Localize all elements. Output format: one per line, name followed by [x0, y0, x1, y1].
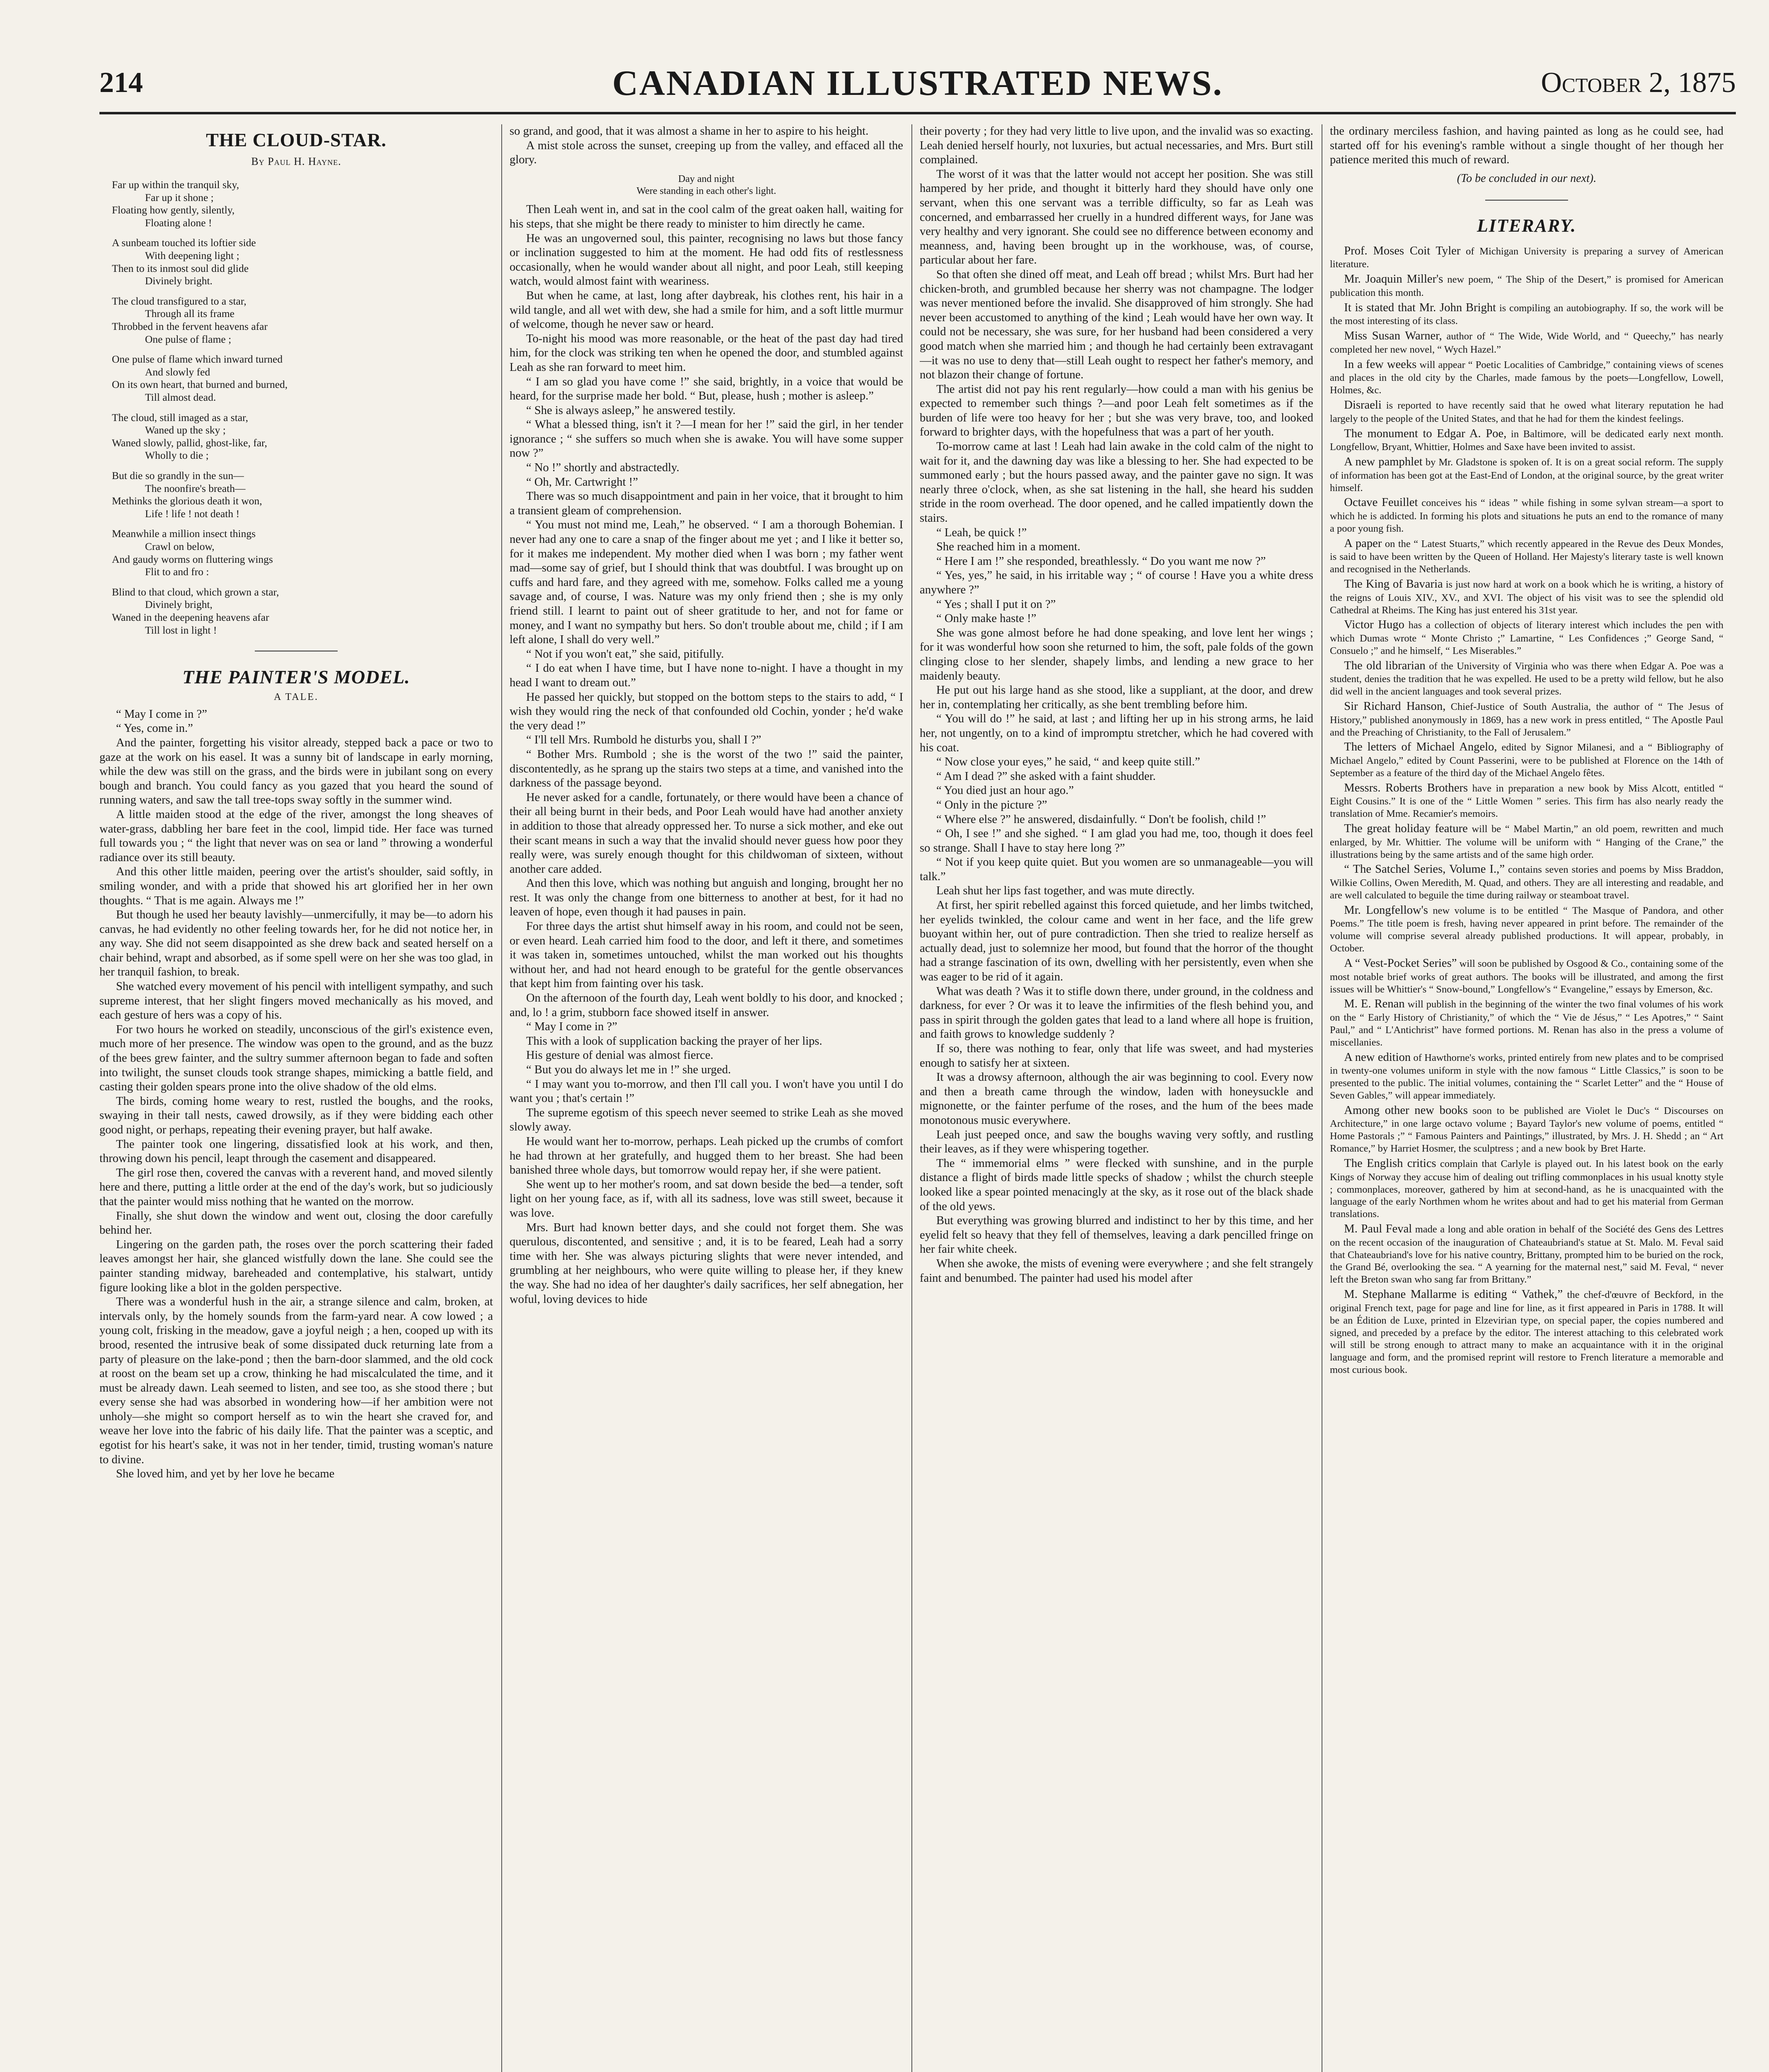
poem-line: With deepening light ;: [145, 249, 239, 262]
poem-line: Waned in the deepening heavens afar: [112, 611, 269, 623]
literary-note-lead: Sir Richard Hanson,: [1344, 700, 1446, 713]
story-paragraph: She watched every movement of his pencil with intelligent sympathy, and such supreme interest, that her slight fingers moved mechanically as his moved, and each gesture of hers was a copy of his.: [99, 980, 493, 1022]
story-paragraph: He would want her to-morrow, perhaps. Leah picked up the crumbs of comfort he had thrown at her gratefully, and hugged them to her breast. She had been banished three whole days, but tomorrow would repay her, if she were patient.: [510, 1135, 903, 1177]
poem-line: One pulse of flame which inward turned: [112, 353, 283, 366]
literary-note: [1330, 781, 1723, 820]
story-paragraph: What was death ? Was it to stifle down there, under ground, in the coldness and darkness, for ever ? Or was it to leave the infirmities of the flesh behind you, and pass in spirit through the golden gates that lead to a land where all hope is fruition, and faith grows to knowledge suddenly ?: [920, 985, 1313, 1041]
story-paragraph: He was an ungoverned soul, this painter, recognising no laws but those fancy or inclination suggested to him at the moment. He had odd fits of restlessness occasionally, when he would wander about all night, and poor Leah, still keeping watch, would almost faint with weariness.: [510, 232, 903, 288]
literary-note-lead: Mr. Joaquin Miller's: [1344, 273, 1443, 286]
page-number: 214: [99, 67, 143, 99]
poem-line: Through all its frame: [145, 307, 234, 320]
literary-note-text: will soon be published by Osgood & Co., containing some of the most notable brief works of great authors. The books will be illustrated, and among the first issues will be Whittier's “ Snow-bound,” Longfellow's “ Evangeline,” essays by Emerson, &c.: [1330, 958, 1723, 995]
poem-stanza: [99, 411, 493, 462]
story-paragraph: And this other little maiden, peering over the artist's shoulder, said softly, in smiling wonder, and with a pride that showed his art glorified her in her own thoughts. “ That is me again. Always me !”: [99, 865, 493, 907]
story-paragraph: “ What a blessed thing, isn't it ?—I mean for her !” said the girl, in her tender ignorance ; “ she suffers so much when she is awake. You will have some supper now ?”: [510, 418, 903, 460]
to-be-concluded: (To be concluded in our next).: [1457, 172, 1597, 185]
story-text: [510, 203, 903, 1307]
literary-note-text: contains seven stories and poems by Miss Braddon, Wilkie Collins, Owen Meredith, M. Quad, and others. They are all interesting and readable, and are well calculated to beguile the time during railway or steamboat travel.: [1330, 864, 1723, 901]
literary-note-text: Chief-Justice of South Australia, the author of “ The Jesus of History,” published anonymously in 1869, has a new work in press entitled, “ The Apostle Paul and the Preaching of Christianity, to the Fall of Jerusalem.”: [1330, 701, 1723, 738]
poem-line: Floating alone !: [145, 216, 212, 229]
story-paragraph: A little maiden stood at the edge of the river, amongst the long sheaves of water-grass, dabbling her bare feet in the cool, limpid tide. Her face was turned full towards you ; “ the light that never was on sea or land ” throwing a wonderful radiance over its still beauty.: [99, 808, 493, 864]
literary-note-text: in Baltimore, will be dedicated early next month. Longfellow, Bryant, Whittier, Holmes and Saxe have been invited to assist.: [1330, 428, 1723, 453]
story-paragraph: “ Here I am !” she responded, breathlessly. “ Do you want me now ?”: [936, 554, 1266, 568]
literary-note-lead: “ The Satchel Series, Volume I.,”: [1344, 863, 1505, 876]
column-divider: [501, 124, 502, 2072]
story-paragraph: The girl rose then, covered the canvas with a reverent hand, and moved silently here and there, putting a little order at the end of the day's work, but so judiciously that the painter would miss nothing that he wanted on the morrow.: [99, 1166, 493, 1208]
literary-note-lead: A paper: [1344, 537, 1382, 550]
poem-line: Life ! life ! not death !: [145, 507, 239, 520]
story-paragraph: “ Yes, yes,” he said, in his irritable way ; “ of course ! Have you a white dress anywhere ?”: [920, 569, 1313, 596]
literary-note-lead: The old librarian: [1344, 659, 1426, 672]
story-paragraph: “ May I come in ?”: [116, 707, 207, 721]
poem-line: Waned slowly, pallid, ghost-like, far,: [112, 436, 267, 449]
poem-line: Floating how gently, silently,: [112, 204, 235, 216]
story-paragraph: “ I do eat when I have time, but I have none to-night. I have a thought in my head I want to dream out.”: [510, 662, 903, 689]
story-paragraph: She loved him, and yet by her love he became: [116, 1467, 335, 1481]
poem-line: Till almost dead.: [145, 391, 216, 404]
column-2: [510, 124, 903, 2072]
literary-heading: LITERARY.: [1477, 215, 1577, 236]
literary-note-lead: Miss Susan Warner,: [1344, 329, 1442, 343]
literary-note: [1330, 577, 1723, 616]
story-paragraph: “ Am I dead ?” she asked with a faint shudder.: [936, 770, 1156, 783]
story-paragraph: She reached him in a moment.: [936, 540, 1080, 554]
literary-note-text: by Mr. Gladstone is spoken of. It is on a great social reform. The supply of information has been got at the East-End of London, at the original source, by the great writer himself.: [1330, 457, 1723, 494]
story-paragraph: “ I am so glad you have come !” she said, brightly, in a voice that would be heard, for the surprise made her bold. “ But, please, hush ; mother is asleep.”: [510, 375, 903, 403]
literary-note: [1330, 1051, 1723, 1102]
poem-stanza: [99, 237, 493, 287]
story-paragraph: There was so much disappointment and pain in her voice, that it brought to him a transient gleam of comprehension.: [510, 490, 903, 517]
story-paragraph: Then Leah went in, and sat in the cool calm of the great oaken hall, waiting for his steps, that she might be there ready to minister to him directly he came.: [510, 203, 903, 230]
literary-note-text: of the University of Virginia who was there when Edgar A. Poe was a student, denies the tradition that he was expelled. He used to be a pretty wild fellow, but he also did well in the ancient languages and took several prizes.: [1330, 660, 1723, 697]
literary-note-lead: It is stated that Mr. John Bright: [1344, 301, 1496, 314]
literary-note-text: is reported to have recently said that he owed what literary reputation he had largely to the people of the United States, and that he had for them the kindest feelings.: [1330, 400, 1723, 424]
literary-note-text: made a long and able oration in behalf of the Société des Gens des Lettres on the recent occasion of the inauguration of Chateaubriand's statue at St. Malo. M. Feval said that Chateaubriand's love for his native country, Brittany, prompted him to be buried on the rock, the Grand Bé, overlooking the sea. “ A yearning for the maternal nest,” said M. Feval, “ never left the Breton swan who sang far from Brittany.”: [1330, 1224, 1723, 1285]
story-subtitle: A TALE.: [274, 691, 319, 702]
story-paragraph: “ I may want you to-morrow, and then I'll call you. I won't have you until I do want you ; that's certain !”: [510, 1077, 903, 1105]
literary-note: [1330, 1222, 1723, 1286]
literary-note-lead: The letters of Michael Angelo,: [1344, 741, 1497, 754]
story-paragraph: A mist stole across the sunset, creeping up from the valley, and effaced all the glory.: [510, 139, 903, 167]
story-paragraph: He never asked for a candle, fortunately, or there would have been a chance of their all being burnt in their beds, and Poor Leah would have had another anxiety in addition to those that already oppressed her. To nurse a sick mother, and eke out their scant means in such a way that the invalid should never guess how poor they really were, was surely enough thought for this childwoman of sixteen, without another care added.: [510, 791, 903, 876]
story-text: [1330, 124, 1723, 167]
poem-line: Flit to and fro :: [145, 566, 209, 578]
poem-line: Divinely bright.: [145, 275, 213, 287]
story-paragraph: If so, there was nothing to fear, only that life was sweet, and had mysteries enough to satisfy her at sixteen.: [920, 1042, 1313, 1070]
story-paragraph: To-night his mood was more reasonable, or the heat of the past day had tired him, for the clock was striking ten when he opened the door, and stumbled against Leah as she ran forward to meet him.: [510, 332, 903, 374]
literary-note-lead: Mr. Longfellow's: [1344, 903, 1428, 917]
literary-note-lead: Victor Hugo: [1344, 618, 1404, 632]
literary-note: [1330, 862, 1723, 901]
story-paragraph: “ Only make haste !”: [936, 612, 1037, 625]
literary-note: [1330, 1288, 1723, 1376]
story-paragraph: their poverty ; for they had very little to live upon, and the invalid was so exacting. Leah denied herself hourly, not luxuries, but actual necessaries, and Mrs. Burt still complained.: [920, 125, 1313, 167]
story-paragraph: “ Not if you keep quite quiet. But you women are so unmanageable—you will talk.”: [920, 856, 1313, 883]
poem-stanza: [99, 295, 493, 346]
literary-note-text: conceives his “ ideas ” while fishing in some sylvan stream—a sport to which he is addicted. In forming his plots and situations he puts an end to the romance of many a poor young fish.: [1330, 497, 1723, 534]
literary-note: [1330, 537, 1723, 576]
masthead: [99, 62, 1736, 114]
poem-line: Methinks the glorious death it won,: [112, 495, 262, 507]
story-paragraph: His gesture of denial was almost fierce.: [526, 1049, 713, 1062]
literary-note-lead: Disraeli: [1344, 399, 1382, 412]
column-3: [920, 124, 1313, 2072]
literary-note-text: edited by Signor Milanesi, and a “ Bibliography of Michael Angelo,” edited by Count Passerini, were to be published at Florence on the 14th of September as a feature of the third day of the Michael Angelo fêtes.: [1330, 742, 1723, 779]
literary-note-lead: The English critics: [1344, 1157, 1436, 1170]
story-paragraph: “ But you do always let me in !” she urged.: [526, 1063, 731, 1076]
poem-line: Throbbed in the fervent heavens afar: [112, 320, 268, 333]
literary-note-lead: A “ Vest-Pocket Series”: [1344, 957, 1457, 970]
story-paragraph: To-morrow came at last ! Leah had lain awake in the cold calm of the night to wait for it, and the dawning day was like a blessing to her. She had expected to be summoned early ; but the hours passed away, and the painter gave no sign. It was nearly three o'clock, when, as she sat listening in the hall, she heard his sudden stride in the room overhead. The door opened, and he called impatiently down the stairs.: [920, 440, 1313, 525]
literary-note-text: of Michigan University is preparing a survey of American literature.: [1330, 245, 1723, 270]
literary-note-lead: Among other new books: [1344, 1104, 1468, 1117]
column-divider: [911, 124, 912, 2072]
story-paragraph: He passed her quickly, but stopped on the bottom steps to the stairs to add, “ I wish they would ring the neck of that confounded old Cochin, yonder ; he'd wake the very dead !”: [510, 690, 903, 732]
poem-line: And slowly fed: [145, 366, 210, 378]
poem-byline: By Paul H. Hayne.: [251, 155, 341, 167]
poem-body: [99, 179, 493, 637]
literary-note: [1330, 398, 1723, 425]
story-paragraph: Leah just peeped once, and saw the boughs waving very softly, and rustling their leaves, as if they were whispering together.: [920, 1128, 1313, 1156]
literary-note-text: on the “ Latest Stuarts,” which recently appeared in the Revue des Deux Mondes, is said to have been written by the Queen of Holland. Her Majesty's literary taste is well known and recognised in the Netherlands.: [1330, 538, 1723, 575]
story-paragraph: “ Only in the picture ?”: [936, 798, 1047, 811]
literary-note-text: have in preparation a new book by Miss Alcott, entitled “ Eight Cousins.” It is one of the “ Little Women ” series. This firm has also nearly ready the translation of Mme. Recamier's memoirs.: [1330, 782, 1723, 820]
story-paragraph: The supreme egotism of this speech never seemed to strike Leah as she moved slowly away.: [510, 1106, 903, 1134]
story-paragraph: “ Where else ?” he answered, disdainfully. “ Don't be foolish, child !”: [936, 813, 1266, 826]
verse-quote: [510, 173, 903, 197]
poem-line: Then to its inmost soul did glide: [112, 262, 249, 274]
poem-line: Far up within the tranquil sky,: [112, 179, 239, 191]
story-paragraph: so grand, and good, that it was almost a shame in her to aspire to his height.: [510, 125, 869, 138]
literary-note: [1330, 496, 1723, 535]
literary-note: [1330, 427, 1723, 453]
story-paragraph: The birds, coming home weary to rest, rustled the boughs, and the rooks, swaying in their tall nests, cawed drowsily, as if they were bidding each other good night, or perhaps, repeating their evening prayer, but half awake.: [99, 1094, 493, 1137]
story-paragraph: For three days the artist shut himself away in his room, and could not be seen, or even heard. Leah carried him food to the door, and left it there, and sometimes it was taken in, sometimes untouched, whilst the man worked out his thoughts without her, and had not heard enough to be grateful for the gentle observances that kept him from fainting over his task.: [510, 920, 903, 990]
story-paragraph: Leah shut her lips fast together, and was mute directly.: [936, 884, 1195, 898]
section-divider: [1485, 200, 1568, 201]
poem-line: Blind to that cloud, which grown a star,: [112, 586, 279, 598]
literary-note: [1330, 455, 1723, 494]
literary-note-lead: M. Stephane Mallarme is editing “ Vathek,”: [1344, 1288, 1563, 1301]
poem-line: The cloud, still imaged as a star,: [112, 411, 248, 424]
literary-note-text: soon to be published are Violet le Duc's “ Discourses on Architecture,” in one large octavo volume ; Bayard Taylor's new volume of poems, entitled “ Home Pastorals ;” “ Famous Painters and Paintings,” illustrated, by Mrs. J. H. Shedd ; an “ Art Romance,” by Harriet Hosmer, the sculptress ; and a new book by Bret Harte.: [1330, 1105, 1723, 1155]
story-paragraph: “ May I come in ?”: [526, 1020, 617, 1034]
literary-note-text: is compiling an autobiography. If so, the work will be the most interesting of its class.: [1330, 302, 1723, 327]
issue-date: October 2, 1875: [1541, 67, 1736, 99]
story-paragraph: Mrs. Burt had known better days, and she could not forget them. She was querulous, discontented, and sensitive ; and, it is to be feared, Leah had a sorry time with her. She was always picturing slights that were never intended, and grumbling at her neighbours, who were quite willing to please her, if they knew the way. She had no idea of her daughter's daily sacrifices, her self abnegation, her woful, loving devices to hide: [510, 1221, 903, 1306]
literary-note-text: has a collection of objects of literary interest which includes the pen with which Dumas wrote “ Monte Christo ;” Lamartine, “ Les Confidences ;” George Sand, “ Consuelo ;” and he himself, “ Les Miserables.”: [1330, 620, 1723, 656]
story-text: [920, 124, 1313, 1285]
story-paragraph: But when he came, at last, long after daybreak, his clothes rent, his hair in a wild tangle, and all wet with dew, she had a smile for him, and a soft little murmur of welcome, though he never saw or heard.: [510, 289, 903, 331]
story-paragraph: The painter took one lingering, dissatisfied look at his work, and then, throwing down his pencil, leapt through the casement and disappeared.: [99, 1138, 493, 1165]
story-paragraph: “ Bother Mrs. Rumbold ; she is the worst of the two !” said the painter, discontentedly, as he sprang up the stairs two steps at a time, and vanished into the darkness of the passage beyond.: [510, 748, 903, 790]
story-paragraph: She went up to her mother's room, and sat down beside the bed—a tender, soft light on her young face, as if, with all its sadness, love was still sweet, because it was love.: [510, 1178, 903, 1220]
story-paragraph: And then this love, which was nothing but anguish and longing, brought her no rest. It was only the change from one bitterness to another at best, for it had no leaven of hope, even though it had pauses in pain.: [510, 877, 903, 919]
literary-note-lead: In a few weeks: [1344, 358, 1417, 371]
story-paragraph: “ Now close your eyes,” he said, “ and keep quite still.”: [936, 755, 1200, 769]
poem-stanza: [99, 586, 493, 637]
literary-note-lead: Prof. Moses Coit Tyler: [1344, 244, 1461, 257]
story-paragraph: But though he used her beauty lavishly—unmercifully, it may be—to adorn his canvas, he had evidently no other feeling towards her, for he did not notice her, in any way. She did not seem disappointed as she drew back and seated herself on a chair behind, wrapt and absorbed, as if some spell were on her she was too glad, in her tranquil fashion, to break.: [99, 908, 493, 979]
literary-note: [1330, 659, 1723, 698]
story-paragraph: “ Leah, be quick !”: [936, 526, 1027, 539]
literary-note-lead: Octave Feuillet: [1344, 496, 1418, 509]
story-paragraph: “ You must not mind me, Leah,” he observed. “ I am a thorough Bohemian. I never had any one to care a snap of the finger about me yet ; and I like it better so, for it makes me independent. My mother died when I was born ; my father went mad—some say of grief, but I should think that was doubtful. I was brought up on cuffs and hard fare, and they agreed with me, somehow. Folks called me a young savage and, of course, I was. Nature was my only friend then ; she is my only friend still. I learnt to paint out of sheer gratitude to her, and not for fame or money, and I want no sympathy but hers. So don't trouble about me, child ; if I am left alone, I shall do very well.”: [510, 518, 903, 646]
poem-stanza: [99, 179, 493, 229]
story-paragraph: the ordinary merciless fashion, and having painted as long as he could see, had started off for his evening's ramble without a single thought of her though her patience merited this much of reward.: [1330, 125, 1723, 167]
story-paragraph: “ Oh, Mr. Cartwright !”: [526, 475, 638, 489]
literary-notes: [1330, 244, 1723, 1376]
literary-note-lead: The King of Bavaria: [1344, 578, 1443, 591]
literary-note-text: of Hawthorne's works, printed entirely from new plates and to be comprised in twenty-one volumes uniform in style with the now famous “ Little Classics,” is soon to be presented to the public. The initial volumes, containing the “ Scarlet Letter” and the “ House of Seven Gables,” will appear immediately.: [1330, 1052, 1723, 1101]
poem-line: One pulse of flame ;: [145, 333, 232, 345]
literary-note: [1330, 1104, 1723, 1155]
story-paragraph: He put out his large hand as she stood, like a suppliant, at the door, and drew her in, contemplating her critically, as she bent trembling before him.: [920, 684, 1313, 711]
poem-line: The cloud transfigured to a star,: [112, 295, 247, 307]
story-paragraph: The artist did not pay his rent regularly—how could a man with his genius be expected to remember such things ?—and poor Leah felt sometimes as if the burden of life were too heavy for her ; but she was very brave, too, and looked forward to brighter days, with the hopefulness that was a part of her youth.: [920, 382, 1313, 439]
story-paragraph: It was a drowsy afternoon, although the air was beginning to cool. Every now and then a breath came through the window, laden with honeysuckle and mignonette, or the fainter perfume of the roses, and the hum of the bees made monotonous music everywhere.: [920, 1071, 1313, 1127]
literary-note-text: author of “ The Wide, Wide World, and “ Queechy,” has nearly completed her new novel, “ Wych Hazel.”: [1330, 331, 1723, 355]
story-paragraph: “ No !” shortly and abstractedly.: [526, 461, 679, 474]
story-paragraph: “ Yes ; shall I put it on ?”: [936, 598, 1056, 611]
literary-note-lead: A new pamphlet: [1344, 455, 1423, 469]
poem-line: And gaudy worms on fluttering wings: [112, 553, 273, 565]
literary-note-lead: M. E. Renan: [1344, 997, 1405, 1011]
story-paragraph: “ Not if you won't eat,” she said, pitifully.: [526, 647, 724, 661]
literary-note: [1330, 822, 1723, 861]
story-paragraph: “ Yes, come in.”: [116, 722, 193, 735]
literary-note: [1330, 740, 1723, 779]
literary-note-text: is just now hard at work on a book which he is writing, a history of the reigns of Louis XIV., XV., and XVI. The object of his visit was to see the splendid old Cathedral at Rheims. The King has just entered his 31st year.: [1330, 579, 1723, 616]
poem-stanza: [99, 528, 493, 578]
story-paragraph: “ I'll tell Mrs. Rumbold he disturbs you, shall I ?”: [526, 733, 761, 747]
story-paragraph: For two hours he worked on steadily, unconscious of the girl's existence even, much more of her presence. The window was open to the ground, and as the buzz of the bees grew fainter, and the sultry summer afternoon began to fade and soften into twilight, the sunset clouds took strange shapes, mimicking a battle field, and casting their golden spears prone into the olive shadow of the old elms.: [99, 1023, 493, 1094]
literary-note-lead: M. Paul Feval: [1344, 1222, 1412, 1236]
story-paragraph: Lingering on the garden path, the roses over the porch scattering their faded leaves amongst her hair, she glanced wistfully down the lane. She could see the painter standing midway, bareheaded and contemplative, his stalwart, untidy figure looking like a blot in the golden perspective.: [99, 1238, 493, 1294]
story-title: THE PAINTER'S MODEL.: [182, 666, 410, 688]
literary-note-text: new volume is to be entitled “ The Masque of Pandora, and other Poems.” The title poem is fresh, having never appeared in print before. The remainder of the volume will comprise several already published productions. It will appear, probably, in October.: [1330, 905, 1723, 954]
literary-note-lead: A new edition: [1344, 1051, 1411, 1064]
literary-note: [1330, 301, 1723, 327]
verse-line: Were standing in each other's light.: [636, 185, 776, 196]
literary-note: [1330, 618, 1723, 657]
literary-note-text: complain that Carlyle is played out. In his latest book on the early Kings of Norway they accuse him of dealing out trifling commonplaces in his usual knotty style ; commonplaces, moreover, gathered by him at second-hand, as he is unacquainted with the language of the early Northmen whom he writes about and had to get his material from German translations.: [1330, 1158, 1723, 1220]
story-paragraph: There was a wonderful hush in the air, a strange silence and calm, broken, at intervals only, by the homely sounds from the farm-yard near. A cow lowed ; a young colt, frisking in the meadow, gave a joyful neigh ; a hen, cooped up with its brood, resented the intrusive beak of some dissipated duck returning late from a party of pleasure on the lake-pond ; then the barn-door slammed, and the old cock at roost on the beam set up a crow, thinking he had miscalculated the time, and it must be already dawn. Leah seemed to listen, and see too, as she stood there ; but every sense she had was absorbed in wondering how—if her ambition were not unholy—she might so comport herself as to win the heart she craved for, and weave her love into the fabric of his daily life. That the painter was a sceptic, and egotist for his heart's sake, it was not in her tender, timid, trusting woman's nature to divine.: [99, 1295, 493, 1466]
poem-line: On its own heart, that burned and burned,: [112, 378, 288, 391]
story-paragraph: This with a look of supplication backing the prayer of her lips.: [526, 1034, 822, 1048]
literary-note-text: will publish in the beginning of the winter the two final volumes of his work on the “ Early History of Christianity,” of which the “ Vie de Jésus,” “ Les Apotres,” “ Saint Paul,” and “ L'Antichrist” have formed portions. M. Renan has also in the press a volume of miscellanies.: [1330, 999, 1723, 1048]
poem-stanza: [99, 470, 493, 520]
literary-note-lead: Messrs. Roberts Brothers: [1344, 781, 1468, 794]
literary-note: [1330, 272, 1723, 299]
literary-note: [1330, 329, 1723, 356]
literary-note-text: the chef-d'œuvre of Beckford, in the original French text, page for page and line for line, as it first appeared in Paris in 1788. It will be an Édition de Luxe, printed in Elzevirian type, on special paper, the copies numbered and signed, and preceded by a preface by the editor. The interest attaching to this celebrated work will still be strong enough to attract many to make an acquaintance with it in the original language and form, and the promised reprint will restore to French literature a memorable and most curious book.: [1330, 1289, 1723, 1376]
poem-line: Wholly to die ;: [145, 449, 209, 462]
literary-note: [1330, 244, 1723, 271]
poem-line: The noonfire's breath—: [145, 482, 246, 494]
story-paragraph: So that often she dined off meat, and Leah off bread ; whilst Mrs. Burt had her chicken-broth, and grumbled because her sherry was not champagne. The lodger was never mentioned before the invalid. She disapproved of him strongly. She had never been accustomed to anything of the kind ; Leah would have her own way. It could not be necessary, she was sure, for her husband had been considered a very good match when she married him ; and though he had certainly been extravagant—it was no use to deny that—still Leah ought to respect her father's memory, and not blazon their change of fortune.: [920, 268, 1313, 382]
column-1: [99, 124, 493, 2072]
column-4: [1330, 124, 1723, 2072]
story-paragraph: On the afternoon of the fourth day, Leah went boldly to his door, and knocked ; and, lo ! a grim, stubborn face showed itself in answer.: [510, 992, 903, 1019]
literary-note-text: will appear “ Poetic Localities of Cambridge,” containing views of scenes and places in the old city by the Charles, made famous by the poets—Longfellow, Lowell, Holmes, &c.: [1330, 359, 1723, 396]
literary-note: [1330, 700, 1723, 738]
literary-note-text: new poem, “ The Ship of the Desert,” is promised for American publication this month.: [1330, 274, 1723, 298]
poem-line: But die so grandly in the sun—: [112, 469, 244, 482]
story-paragraph: “ You will do !” he said, at last ; and lifting her up in his strong arms, he laid her, not ungently, on to a kind of impromptu stretcher, which he had covered with his coat.: [920, 712, 1313, 754]
literary-note: [1330, 997, 1723, 1048]
story-paragraph: But everything was growing blurred and indistinct to her by this time, and her eyelid felt so heavy that they fell of themselves, leaving a dark pencilled fringe on her fair white cheek.: [920, 1214, 1313, 1256]
literary-note-lead: The great holiday feature: [1344, 822, 1468, 835]
newspaper-title: CANADIAN ILLUSTRATED NEWS.: [612, 63, 1223, 103]
poem-line: Divinely bright,: [145, 598, 213, 611]
story-text: [510, 124, 903, 167]
story-paragraph: When she awoke, the mists of evening were everywhere ; and she felt strangely faint and benumbed. The painter had used his model after: [920, 1257, 1313, 1285]
poem-line: Waned up the sky ;: [145, 424, 226, 436]
story-paragraph: “ She is always asleep,” he answered testily.: [526, 404, 736, 417]
literary-note: [1330, 956, 1723, 995]
literary-note-text: will be “ Mabel Martin,” an old poem, rewritten and much enlarged, by Mr. Whittier. The volume will be uniform with “ Hanging of the Crane,” the illustrations being by the same artists and of the same high order.: [1330, 823, 1723, 860]
story-paragraph: And the painter, forgetting his visitor already, stepped back a pace or two to gaze at the work on his easel. It was a sunny bit of landscape in early morning, while the dew was still on the grass, and the birds were in jubilant song on every bough and branch. You could fancy as you gazed that you heard the sound of running waters, and saw the tall tree-tops sway softly in the summer wind.: [99, 736, 493, 807]
story-text: [99, 707, 493, 1481]
story-paragraph: The “ immemorial elms ” were flecked with sunshine, and in the purple distance a flight of birds made little specks of shadow ; whilst the church steeple looked like a spear pointed menacingly at the sky, as it rose out of the black shade of the old yews.: [920, 1157, 1313, 1213]
poem-line: Till lost in light !: [145, 624, 217, 636]
poem-line: Far up it shone ;: [145, 191, 214, 203]
story-paragraph: “ You died just an hour ago.”: [936, 784, 1074, 797]
literary-note: [1330, 903, 1723, 955]
story-paragraph: Finally, she shut down the window and went out, closing the door carefully behind her.: [99, 1209, 493, 1237]
story-paragraph: She was gone almost before he had done speaking, and love lent her wings ; for it was wonderful how soon she returned to him, the soft, pale folds of the gown clinging close to her slender, shapely limbs, and lending a new grace to her maidenly beauty.: [920, 626, 1313, 683]
poem-title: THE CLOUD-STAR.: [206, 129, 387, 150]
story-paragraph: “ Oh, I see !” and she sighed. “ I am glad you had me, too, though it does feel so strange. Shall I have to stay here long ?”: [920, 827, 1313, 854]
story-paragraph: The worst of it was that the latter would not accept her position. She was still hampered by her pride, and thought it bitterly hard they should have only one servant, when this one servant was a terrible difficulty, so far as Leah was concerned, and embarrassed her cruelly in a hundred different ways, for Jane was very healthy and very ignorant. She could see no difference between economy and meanness, and, having been brought up in the workhouse, was, of course, particular about her fare.: [920, 167, 1313, 267]
poem-line: A sunbeam touched its loftier side: [112, 237, 256, 249]
literary-note-lead: The monument to Edgar A. Poe,: [1344, 427, 1507, 440]
poem-stanza: [99, 353, 493, 404]
poem-line: Crawl on below,: [145, 540, 215, 552]
literary-note: [1330, 1157, 1723, 1220]
verse-line: Day and night: [678, 173, 735, 184]
story-paragraph: At first, her spirit rebelled against this forced quietude, and her limbs twitched, her eyelids twinkled, the colour came and went in her face, and the life grew buoyant within her, out of pure contradiction. Then she tried to realize herself as actually dead, just to solemnize her mood, but found that the horror of the thought had a strange fascination of its own, dwelling with her persistently, even when she was eager to be rid of it again.: [920, 899, 1313, 984]
poem-line: Meanwhile a million insect things: [112, 528, 256, 540]
literary-note: [1330, 358, 1723, 397]
